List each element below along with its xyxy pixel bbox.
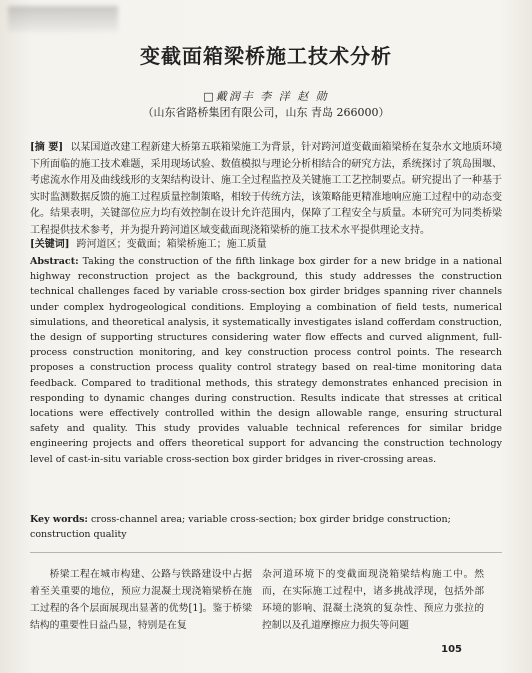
keywords-en-tag: Key words:: [30, 514, 88, 525]
keywords-cn: [30, 235, 502, 250]
keywords-cn-tag: [关键词]: [30, 239, 70, 250]
keywords-cn-text: 跨河道区；变截面；箱梁桥施工；施工质量: [76, 239, 267, 250]
abstract-cn-tag: [摘 要]: [30, 142, 64, 153]
keywords-en: [30, 512, 502, 542]
abstract-cn-text: 以某国道改建工程新建大桥第五联箱梁施工为背景，针对跨河道变截面箱梁桥在复杂水文地质环境下所面临的施工技术难题，采用现场试验、数值模拟与理论分析相结合的研究方法，系统探讨了筑岛围堰、考虑流水作用及曲线线形的支架结构设计、施工全过程监控及关键施工工艺控制要点。研究提出了一种基于实时监测数据反馈的施工过程质量控制策略，相较于传统方法，该策略能更精准地响应施工过程中的动态变化。结果表明，关键部位应力均有效控制在设计允许范围内，保障了工程安全与质量。本研究可为同类桥梁工程提供技术参考，并为提升跨河道区域变截面现浇箱梁桥的施工技术水平提供理论支持。: [30, 142, 502, 236]
section-divider: [30, 552, 502, 553]
abstract-en: [30, 254, 502, 467]
author-list: □戴润丰 李 洋 赵 勋: [203, 90, 329, 103]
keywords-en-text: cross-channel area; variable cross-section; box girder bridge construction; construction quality: [30, 514, 451, 540]
body-column-right: 杂河道环境下的变截面现浇箱梁结构施工中。然而，在实际施工过程中，诸多挑战浮现，包括外部环境的影响、混凝土浇筑的复杂性、预应力张拉的控制以及孔道摩擦应力损失等问题: [262, 569, 484, 631]
abstract-en-tag: Abstract:: [30, 256, 79, 267]
page-number: 105: [441, 644, 462, 655]
affiliation: （山东省路桥集团有限公司，山东 青岛 266000）: [142, 106, 390, 119]
body-column-left: 桥梁工程在城市构建、公路与铁路建设中占据着至关重要的地位，预应力混凝土现浇箱梁桥在施工过程的各个层面展现出显著的优势[1]。鉴于桥梁结构的重要性日益凸显，特别是在复: [30, 569, 252, 631]
abstract-en-text: Taking the construction of the fifth linkage box girder for a new bridge in a national highway reconstruction project as the background, this study addresses the construction technical challenges faced by variable cross-section box girder bridges spanning river channels under complex hydrogeological conditions. Employing a combination of field tests, numerical simulations, and theoretical analysis, it systematically investigates island cofferdam construction, the design of supporting structures considering water flow effects and curved alignment, full-process construction monitoring, and key construction process control points. The research proposes a construction process quality control strategy based on real-time monitoring data feedback. Compared to traditional methods, this strategy demonstrates enhanced precision in responding to dynamic changes during construction. Results indicate that stresses at critical locations were effectively controlled within the design allowable range, ensuring structural safety and quality. This study provides valuable technical references for similar bridge engineering projects and offers theoretical support for advancing the construction technology level of cast-in-situ variable cross-section box girder bridges in river-crossing areas.: [30, 256, 502, 465]
paper-title: 变截面箱梁桥施工技术分析: [140, 44, 392, 68]
abstract-cn: [30, 140, 502, 239]
scan-smudge: [8, 6, 118, 32]
